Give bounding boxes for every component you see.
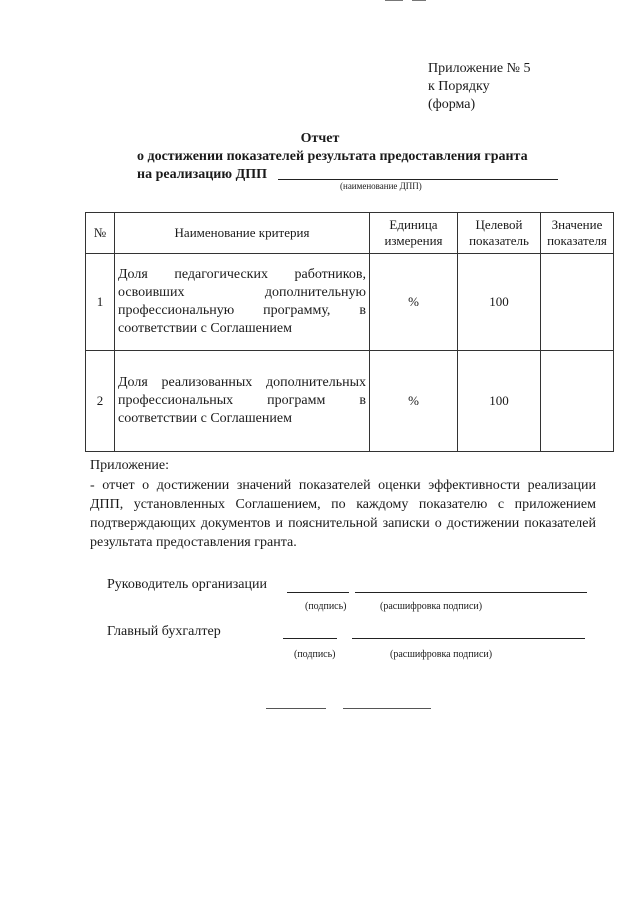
head-decode-caption: (расшифровка подписи): [380, 601, 483, 612]
row-unit: %: [370, 254, 458, 351]
row-value-cell[interactable]: [541, 351, 614, 452]
header-criterion: Наименование критерия: [115, 213, 370, 254]
row-target: 100: [458, 351, 541, 452]
table-row: [86, 254, 614, 351]
header-value: Значение показателя: [541, 213, 614, 254]
row-criterion: Доля педагогических работников, освоивших дополнительную профессиональную программу, в соответствии с Соглашением: [115, 254, 370, 351]
scan-artifact: [412, 0, 426, 1]
accountant-signature-caption: (подпись): [294, 649, 336, 660]
note-heading: Приложение:: [90, 458, 170, 473]
accountant-signature-label: Главный бухгалтер: [107, 624, 221, 639]
dpp-name-field[interactable]: [278, 179, 558, 180]
row-unit: %: [370, 351, 458, 452]
criteria-table: [85, 212, 614, 452]
head-signature-caption: (подпись): [305, 601, 347, 612]
row-criterion: Доля реализованных дополнительных профессиональных программ в соответствии с Соглашением: [115, 351, 370, 452]
report-subtitle: о достижении показателей результата предоставления гранта: [137, 149, 528, 164]
head-signature-label: Руководитель организации: [107, 577, 267, 592]
report-title: Отчет: [300, 131, 340, 146]
accountant-decode-field[interactable]: [352, 638, 585, 639]
bottom-divider: [343, 708, 431, 709]
bottom-divider: [266, 708, 326, 709]
appendix-form: (форма): [428, 97, 476, 112]
appendix-number: Приложение № 5: [428, 61, 531, 76]
header-number: №: [86, 213, 115, 254]
note-body: - отчет о достижении значений показателей оценки эффективности реализации ДПП, установленных Соглашением, по каждому показателю с приложением подтверждающих документов и пояснительной записки о достижении показателей результата предоставления гранта.: [90, 478, 596, 550]
header-unit: Единица измерения: [370, 213, 458, 254]
scan-artifact: [385, 0, 403, 1]
row-target: 100: [458, 254, 541, 351]
table-row: [86, 351, 614, 452]
table-header-row: [86, 213, 614, 254]
accountant-decode-caption: (расшифровка подписи): [390, 649, 493, 660]
head-decode-field[interactable]: [355, 592, 587, 593]
appendix-header: [428, 60, 531, 114]
appendix-order: к Порядку: [428, 79, 490, 94]
header-target: Целевой показатель: [458, 213, 541, 254]
accountant-signature-field[interactable]: [283, 638, 337, 639]
row-value-cell[interactable]: [541, 254, 614, 351]
report-dpp-line: на реализацию ДПП: [137, 167, 267, 182]
head-signature-field[interactable]: [287, 592, 349, 593]
row-number: 1: [86, 254, 115, 351]
row-number: 2: [86, 351, 115, 452]
dpp-name-caption: (наименование ДПП): [340, 181, 422, 191]
